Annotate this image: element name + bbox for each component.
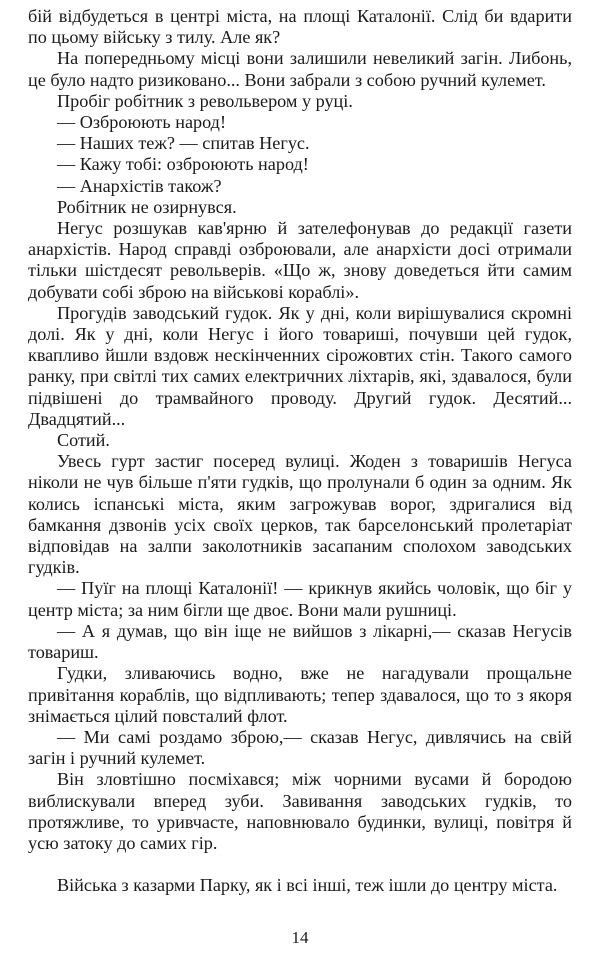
paragraph: Пробіг робітник з револьвером у руці. [57,90,353,111]
dialogue-line: — А я думав, що він іще не вийшов з лікарні,— сказав Негусів товариш. [28,620,572,663]
page-body [28,6,572,896]
dialogue-line: — Озброюють народ! [57,112,226,133]
paragraph: Негус розшукав кав'ярню й зателефонував до редакції газети анархістів. Народ справді озброювали, але анархісти досі отримали тільки шістдесят револьверів. «Що ж, знову доведеться йти самим добувати собі зброю на військові кораблі». [28,218,572,302]
dialogue-line: — Анархістів також? [57,175,222,196]
dialogue-line: — Пуїг на площі Каталонії! — крикнув якийсь чоловік, що біг у центр міста; за ним бігли ще двоє. Вони мали рушниці. [28,578,572,620]
paragraph: Він зловтішно посміхався; між чорними вусами й бородою виблискували вперед зуби. Завивання заводських гудків, то протяжливе, то уривчасте, наповнювало будинки, вулиці, повітря й усю затоку до самих гір. [28,769,572,853]
page-number: 14 [291,928,309,947]
paragraph: На попередньому місці вони залишили невеликий загін. Либонь, це було надто ризиковано... Вони забрали з собою ручний кулемет. [28,48,572,90]
paragraph: Гудки, зливаючись водно, вже не нагадували прощальне привітання кораблів, що відпливають; тепер здавалося, що то з якоря знімається цілий повсталий флот. [28,663,572,726]
dialogue-line: — Наших теж? — спитав Негус. [57,133,310,154]
paragraph: Прогудів заводський гудок. Як у дні, коли вирішувалися скромні долі. Як у дні, коли Негус і його товариші, почувши цей гудок, квапливо йшли вздовж нескінченних сірожовтих стін. Такого самого ранку, при світлі тих самих електричних ліхтарів, які, здавалося, були підвішені до трамвайного проводу. Другий гудок. Десятий... Двадцятий... [28,302,572,429]
section-break [28,854,572,875]
paragraph: Сотий. [57,430,110,451]
dialogue-line: — Кажу тобі: озброюють народ! [57,154,309,175]
paragraph: бій відбудеться в центрі міста, на площі Каталонії. Слід би вдарити по цьому війську з тилу. Але як? [28,6,572,48]
paragraph: Робітник не озирнувся. [57,196,237,217]
paragraph: Війська з казарми Парку, як і всі інші, теж ішли до центру міста. [57,875,558,896]
dialogue-line: — Ми самі роздамо зброю,— сказав Негус, дивлячись на свій загін і ручний кулемет. [28,726,572,769]
paragraph: Увесь гурт застиг посеред вулиці. Жоден з товаришів Негуса ніколи не чув більше п'яти гудків, що пролунали б один за одним. Як колись іспанські міста, яким загрожував ворог, здригалися від бамкання дзвонів усіх своїх церков, так барселонський пролетаріат відповідав на залпи заколотників засапаним сполохом заводських гудків. [28,451,572,578]
